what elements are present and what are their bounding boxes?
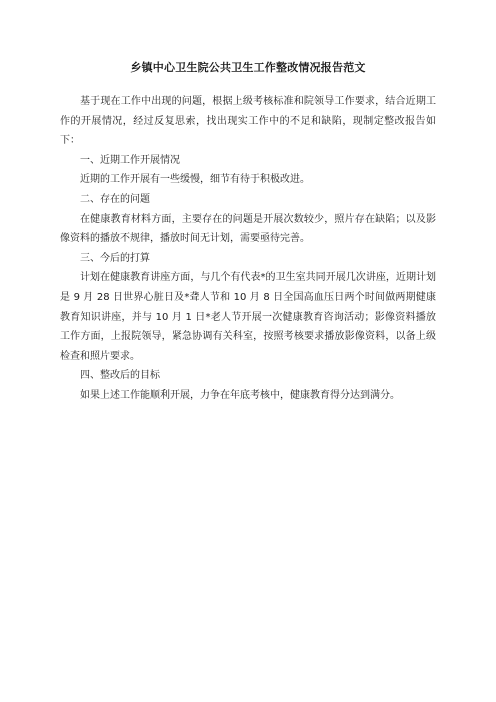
section-heading-goals: 四、整改后的目标 <box>80 370 160 382</box>
document-body <box>60 92 436 406</box>
section-heading-plans: 三、今后的打算 <box>80 252 150 264</box>
section-heading-problems: 二、存在的问题 <box>80 193 150 205</box>
problems-paragraph: 在健康教育材料方面，主要存在的问题是开展次数较少，照片存在缺陷；以及影像资料的播放不规律，播放时间无计划，需要亟待完善。 <box>60 213 436 245</box>
plans-paragraph: 计划在健康教育讲座方面，与几个有代表*的卫生室共同开展几次讲座，近期计划是 9 月 28 日世界心脏日及*聋人节和 10 月 8 日全国高血压日两个时间做两期健康教育知识讲座，并与 10 月 1 日*老人节开展一次健康教育咨询活动；影像资料播放工作方面，上报院领导，紧急协调有关科室，按照考核要求播放影像资料，以备上级检查和照片要求。 <box>60 272 436 362</box>
section-heading-recent-work: 一、近期工作开展情况 <box>80 154 180 166</box>
document-title: 乡镇中心卫生院公共卫生工作整改情况报告范文 <box>130 61 366 74</box>
intro-paragraph: 基于现在工作中出现的问题，根据上级考核标准和院领导工作要求，结合近期工作的开展情况，经过反复思索，找出现实工作中的不足和缺陷，现制定整改报告如下： <box>60 96 436 147</box>
goals-paragraph: 如果上述工作能顺利开展，力争在年底考核中，健康教育得分达到满分。 <box>80 389 400 401</box>
recent-work-paragraph: 近期的工作开展有一些缓慢，细节有待于积极改进。 <box>80 174 310 186</box>
